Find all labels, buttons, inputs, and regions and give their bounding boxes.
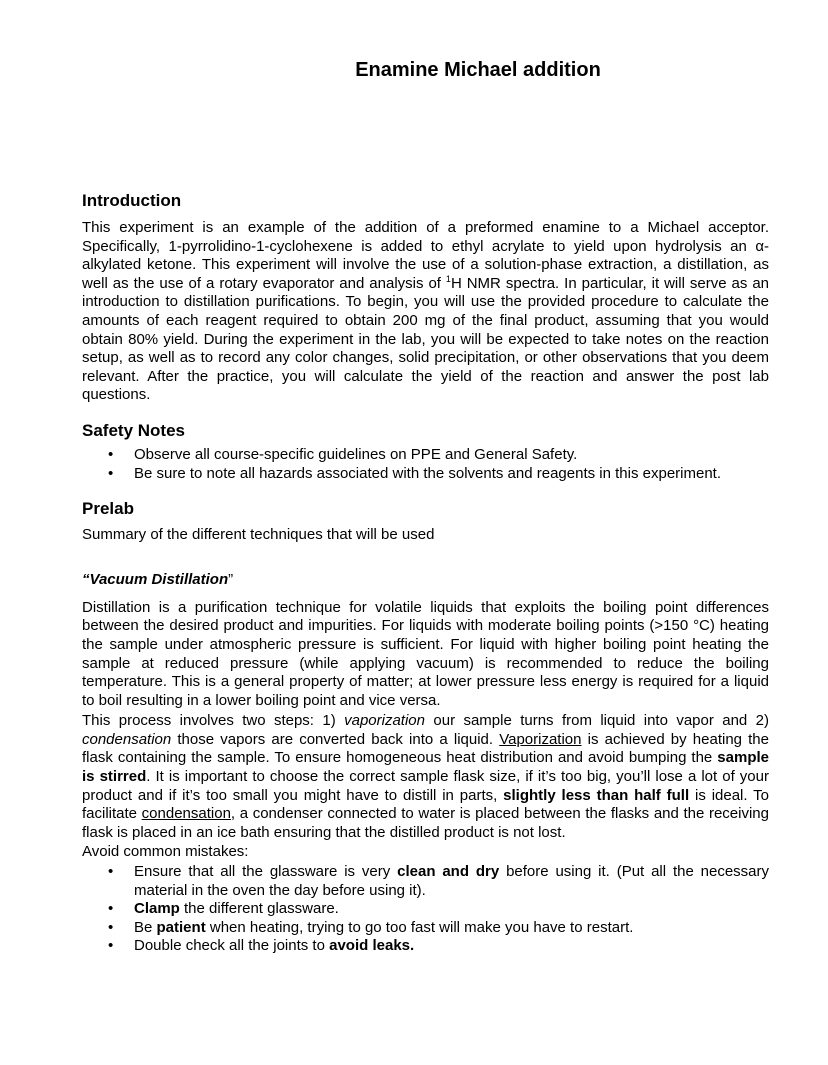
introduction-heading: Introduction — [82, 191, 182, 210]
avoid-mistakes-label: Avoid common mistakes: — [82, 843, 249, 861]
bold-text: avoid leaks. — [329, 937, 415, 955]
text-run: the different glassware. — [179, 900, 339, 918]
introduction-text-b: H NMR spectra. In particular, it will serve as an introduction to distillation purifications. To begin, you will use the provided procedure to calculate the amounts of each reagent required to obtain 200 mg of the final product, assuming that you would obtain 80% yield. During the experiment in the lab, you will be expected to take notes on the reaction setup, as well as to record any color changes, solid precipitation, or other observations that you deem relevant. After the practice, you will calculate the yield of the reaction and answer the post lab questions. — [82, 274, 770, 404]
text-run: our sample turns from liquid into vapor and 2) — [425, 712, 769, 730]
introduction-text-a: This experiment is an example of the addition of a preformed enamine to a Michael acceptor. Specifically, 1-pyrrolidino-1-cyclohexene is added to ethyl acrylate to yield upon hydrolysis an α-alkylated ketone. This experiment will involve the use of a solution-phase extraction, a distillation, as well as the use of a rotary evaporator and analysis of — [82, 219, 769, 292]
document-body — [82, 189, 769, 956]
underlined-vaporization: Vaporization — [499, 730, 582, 748]
prelab-summary: Summary of the different techniques that will be used — [82, 526, 435, 544]
introduction-paragraph — [82, 219, 769, 405]
bold-text: clean and dry — [397, 863, 500, 881]
vacuum-heading-text: “Vacuum Distillation — [82, 570, 229, 588]
bullet-icon: • — [108, 900, 114, 918]
italic-condensation: condensation — [82, 730, 172, 748]
text-run: This process involves two steps: 1) — [82, 712, 345, 730]
safety-item-text: Be sure to note all hazards associated with the solvents and reagents in this experiment. — [134, 464, 721, 482]
prelab-heading: Prelab — [82, 499, 134, 519]
text-run: those vapors are converted back into a liquid. — [171, 730, 500, 748]
bullet-icon: • — [108, 464, 114, 482]
bold-text: Clamp — [134, 900, 180, 918]
document-title: Enamine Michael addition — [355, 59, 601, 81]
list-item — [82, 900, 769, 919]
bullet-icon: • — [108, 937, 114, 955]
bold-sample-is-stirred: sample is stirred — [82, 749, 769, 786]
vacuum-heading-close-quote: ” — [228, 570, 234, 588]
text-run: Double check all the joints to — [134, 937, 330, 955]
text-run: when heating, trying to go too fast will make you have to restart. — [205, 918, 634, 936]
list-item — [82, 863, 769, 900]
list-item — [82, 446, 769, 465]
list-item — [82, 937, 769, 956]
safety-heading: Safety Notes — [82, 420, 185, 440]
text-run: is achieved by heating the flask containing the sample. To ensure homogeneous heat distribution and avoid bumping the — [82, 730, 769, 767]
mistakes-list — [82, 863, 769, 956]
list-item — [82, 919, 769, 938]
text-run: , a condenser connected to water is placed between the flasks and the receiving flask is placed in an ice bath ensuring that the distilled product is not lost. — [82, 805, 769, 841]
text-run: Ensure that all the glassware is very — [134, 863, 398, 881]
text-run: Be — [134, 918, 157, 936]
bullet-icon: • — [108, 445, 114, 463]
text-run: is ideal. To facilitate — [82, 786, 769, 823]
vacuum-distillation-heading — [82, 571, 769, 589]
bullet-icon: • — [108, 863, 114, 881]
safety-item-text: Observe all course-specific guidelines on PPE and General Safety. — [134, 445, 578, 463]
underlined-condensation: condensation — [141, 805, 231, 823]
list-item — [82, 465, 769, 484]
bold-half-full: slightly less than half full — [503, 786, 690, 804]
vacuum-paragraph-1: Distillation is a purification technique for volatile liquids that exploits the boiling point differences between the desired product and impurities. For liquids with moderate boiling points (>150 °C) heating the sample under atmospheric pressure is sufficient. For liquid with higher boiling point heating the sample at reduced pressure (while applying vacuum) is recommended to reduce the boiling temperature. This is a general property of matter; at lower pressure less energy is required for a liquid to boil resulting in a lower boiling point and vice versa. — [82, 598, 769, 709]
italic-vaporization: vaporization — [344, 712, 425, 730]
text-run: before using it. (Put all the necessary material in the oven the day before using it). — [134, 863, 770, 899]
text-run: . It is important to choose the correct sample flask size, if it’s too big, you’ll lose a lot of your product and if it’s too small you might have to distill in parts, — [82, 768, 769, 804]
bullet-icon: • — [108, 918, 114, 936]
vacuum-paragraph-2 — [82, 712, 769, 842]
bold-text: patient — [156, 918, 206, 936]
nmr-superscript: 1 — [445, 273, 451, 284]
safety-list — [82, 446, 769, 483]
